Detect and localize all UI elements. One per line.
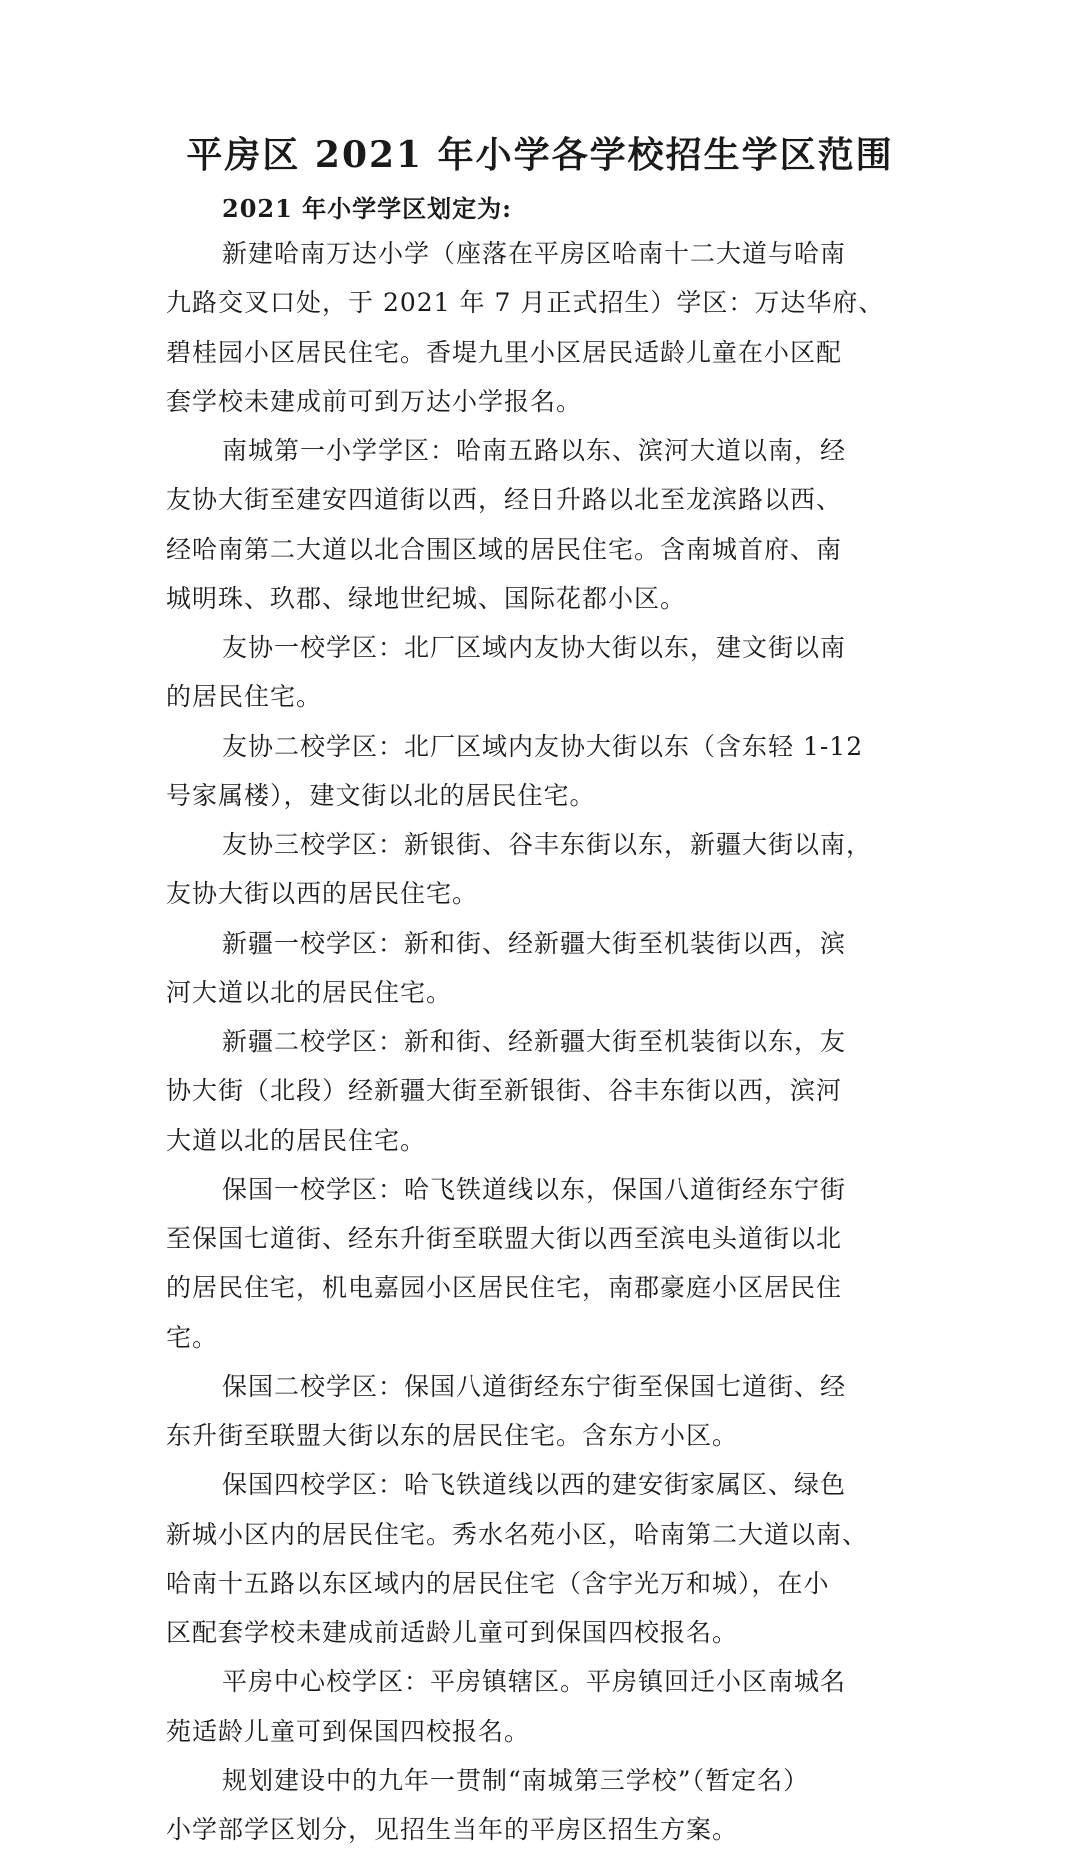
paragraph-line: 河大道以北的居民住宅。 <box>166 978 453 1007</box>
paragraph-line: 新疆二校学区：新和街、经新疆大街至机装街以东，友 <box>222 1027 847 1056</box>
paragraph-line: 的居民住宅，机电嘉园小区居民住宅，南郡豪庭小区居民住 <box>166 1273 843 1302</box>
paragraph-line: 保国二校学区：保国八道街经东宁街至保国七道街、经 <box>222 1372 847 1401</box>
paragraph-line: 友协大街至建安四道街以西，经日升路以北至龙滨路以西、 <box>166 485 843 514</box>
paragraph-line: 至保国七道街、经东升街至联盟大街以西至滨电头道街以北 <box>166 1224 843 1253</box>
paragraph-line: 号家属楼），建文街以北的居民住宅。 <box>166 781 596 810</box>
paragraph-line: 城明珠、玖郡、绿地世纪城、国际花都小区。 <box>166 584 687 613</box>
paragraph-line: 套学校未建成前可到万达小学报名。 <box>166 387 583 416</box>
paragraph-line: 碧桂园小区居民住宅。香堤九里小区居民适龄儿童在小区配 <box>166 338 843 367</box>
document-title: 平房区 2021 年小学各学校招生学区范围 <box>186 134 894 176</box>
paragraph-line: 经哈南第二大道以北合围区域的居民住宅。含南城首府、南 <box>166 535 843 564</box>
document-subtitle: 2021 年小学学区划定为: <box>222 194 513 223</box>
paragraph-line: 大道以北的居民住宅。 <box>166 1126 427 1155</box>
paragraph-line: 友协二校学区：北厂区域内友协大街以东（含东轻 1-12 <box>222 732 864 761</box>
paragraph-line: 新城小区内的居民住宅。秀水名苑小区，哈南第二大道以南、 <box>166 1520 869 1549</box>
paragraph-line: 哈南十五路以东区域内的居民住宅（含宇光万和城），在小 <box>166 1569 830 1598</box>
paragraph-line: 保国四校学区：哈飞铁道线以西的建安街家属区、绿色 <box>222 1470 847 1499</box>
paragraph-line: 小学部学区划分，见招生当年的平房区招生方案。 <box>166 1815 739 1844</box>
paragraph-line: 规划建设中的九年一贯制“南城第三学校”（暂定名） <box>222 1766 810 1795</box>
paragraph-line: 保国一校学区：哈飞铁道线以东，保国八道街经东宁街 <box>222 1175 847 1204</box>
paragraph-line: 东升街至联盟大街以东的居民住宅。含东方小区。 <box>166 1421 739 1450</box>
paragraph-line: 新疆一校学区：新和街、经新疆大街至机装街以西，滨 <box>222 929 847 958</box>
paragraph-line: 友协一校学区：北厂区域内友协大街以东，建文街以南 <box>222 633 847 662</box>
paragraph-line: 新建哈南万达小学（座落在平房区哈南十二大道与哈南 <box>222 239 847 268</box>
paragraph-line: 南城第一小学学区：哈南五路以东、滨河大道以南，经 <box>222 436 847 465</box>
paragraph-line: 友协大街以西的居民住宅。 <box>166 879 479 908</box>
paragraph-line: 区配套学校未建成前适龄儿童可到保国四校报名。 <box>166 1618 739 1647</box>
paragraph-line: 协大街（北段）经新疆大街至新银街、谷丰东街以西，滨河 <box>166 1076 843 1105</box>
paragraph-line: 平房中心校学区：平房镇辖区。平房镇回迁小区南城名 <box>222 1667 847 1696</box>
paragraph-line: 九路交叉口处，于 2021 年 7 月正式招生）学区：万达华府、 <box>166 288 885 317</box>
paragraph-line: 友协三校学区：新银街、谷丰东街以东，新疆大街以南， <box>222 830 873 859</box>
paragraph-line: 宅。 <box>166 1323 219 1352</box>
paragraph-line: 的居民住宅。 <box>166 682 323 711</box>
paragraph-line: 苑适龄儿童可到保国四校报名。 <box>166 1717 531 1746</box>
